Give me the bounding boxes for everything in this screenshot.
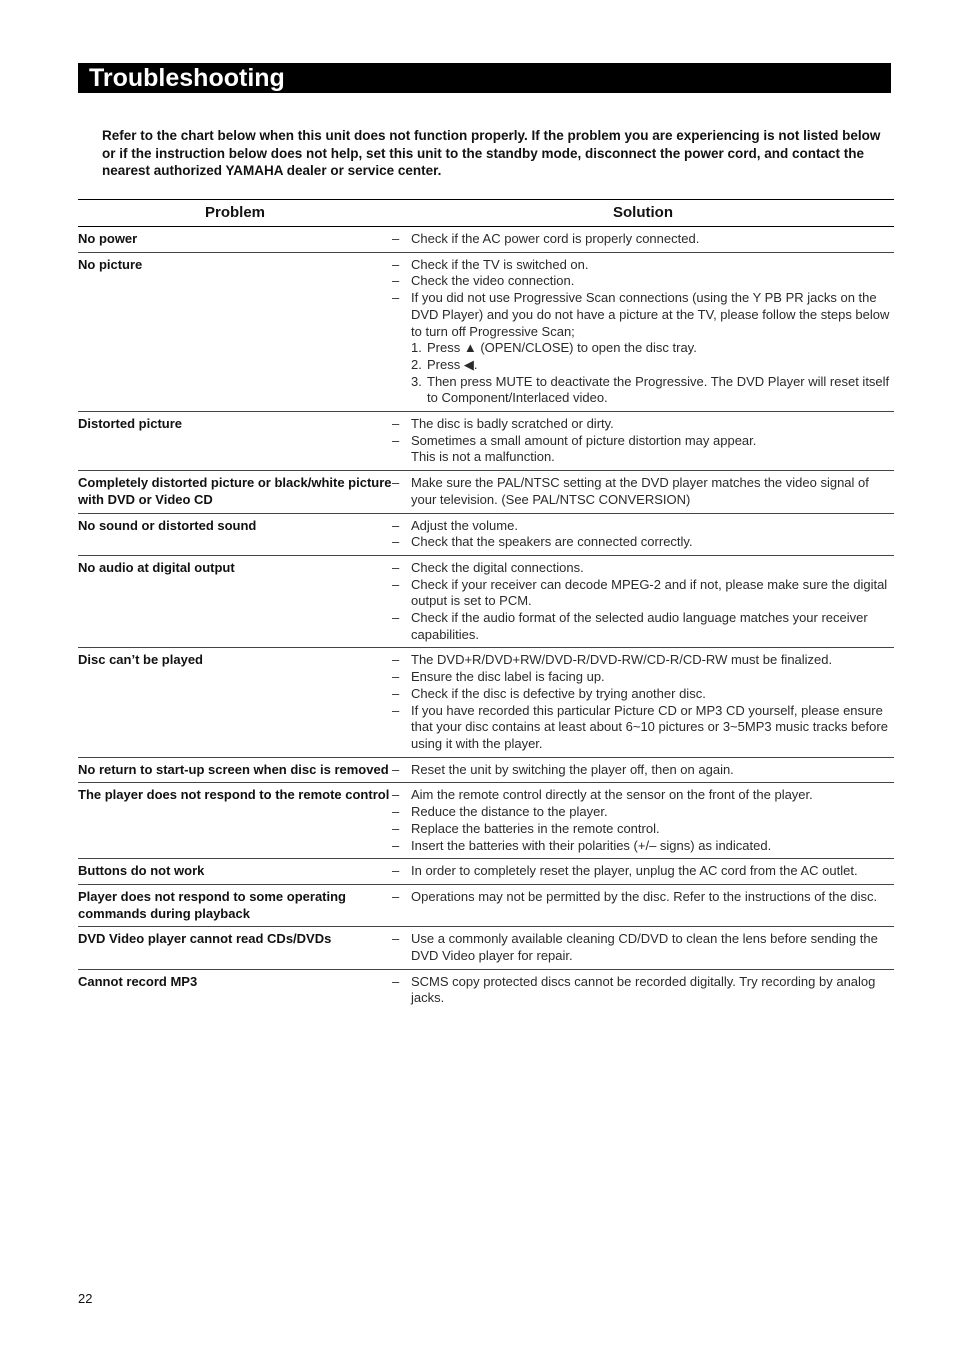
table-row [78,227,894,253]
solution-item [392,821,894,838]
solution-text: If you did not use Progressive Scan connections (using the Y PB PR jacks on the DVD Player) and you do not have a picture at the TV, please follow the steps below to turn off Progressive Scan; [411,290,890,339]
problem-cell: Buttons do not work [78,859,392,885]
step-number: 2. [411,356,422,372]
dash-bullet: – [392,863,400,879]
dash-bullet: – [392,685,400,701]
solution-item [392,273,894,290]
dash-bullet: – [392,973,400,989]
solution-item [392,863,894,880]
solution-text: Check the digital connections. [411,559,584,575]
header-solution: Solution [392,200,894,227]
solution-text: Use a commonly available cleaning CD/DVD to clean the lens before sending the DVD Video player for repair. [411,931,878,964]
solution-cell [392,859,894,885]
solution-text: Adjust the volume. [411,517,518,533]
dash-bullet: – [392,290,400,306]
table-body [78,227,894,1012]
table-row [78,969,894,1011]
solution-text: Replace the batteries in the remote control. [411,820,660,836]
solution-item [392,577,894,610]
solution-cell [392,513,894,555]
table-row [78,884,894,926]
dash-bullet: – [392,931,400,947]
dash-bullet: – [392,669,400,685]
solution-cell [392,884,894,926]
dash-bullet: – [392,888,400,904]
solution-item [392,652,894,669]
step-number: 3. [411,373,422,389]
dash-bullet: – [392,256,400,272]
solution-text: The disc is badly scratched or dirty. [411,416,614,432]
dash-bullet: – [392,517,400,533]
solution-text: In order to completely reset the player, unplug the AC cord from the AC outlet. [411,863,858,879]
step-item [392,340,894,357]
dash-bullet: – [392,534,400,550]
solution-note: This is not a malfunction. [411,449,555,465]
solution-text: Check if the disc is defective by trying another disc. [411,685,706,701]
problem-cell: The player does not respond to the remote control [78,783,392,859]
step-item [392,357,894,374]
solution-text: Check if the audio format of the selected audio language matches your receiver capabilities. [411,610,868,642]
problem-cell: Disc can’t be played [78,648,392,757]
problem-cell: No power [78,227,392,253]
problem-cell: Distorted picture [78,412,392,471]
solution-item [392,610,894,643]
problem-cell: DVD Video player cannot read CDs/DVDs [78,927,392,969]
solution-item [392,518,894,535]
solution-item [392,290,894,340]
table-row [78,513,894,555]
solution-item [392,931,894,964]
dash-bullet: – [392,416,400,432]
dash-bullet: – [392,837,400,853]
solution-cell [392,969,894,1011]
solution-item [392,974,894,1007]
solution-item [392,762,894,779]
solution-item [392,669,894,686]
troubleshooting-table [78,199,894,1011]
dash-bullet: – [392,652,400,668]
intro-paragraph: Refer to the chart below when this unit does not function properly. If the problem you are experiencing is not listed below or if the instruction below does not help, set this unit to the standby mode, disconnect the power cord, and contact the nearest authorized YAMAHA dealer or service center. [102,128,881,178]
step-text: Press ▲ (OPEN/CLOSE) to open the disc tray. [427,340,697,356]
table-header-row [78,200,894,227]
dash-bullet: – [392,804,400,820]
dash-bullet: – [392,820,400,836]
solution-cell [392,252,894,411]
problem-cell: No sound or distorted sound [78,513,392,555]
solution-text: Ensure the disc label is facing up. [411,669,605,685]
solution-text: Check that the speakers are connected correctly. [411,534,693,550]
solution-item [392,804,894,821]
solution-cell [392,648,894,757]
solution-text: Make sure the PAL/NTSC setting at the DVD player matches the video signal of your television. (See PAL/NTSC CONVERSION) [411,475,869,507]
solution-item [392,889,894,906]
solution-item [392,257,894,274]
dash-bullet: – [392,702,400,718]
solution-text: If you have recorded this particular Picture CD or MP3 CD yourself, please ensure that your disc contains at least about 6~10 pictures or 3~5MP3 music tracks before using it with the player. [411,702,888,751]
solution-text: Operations may not be permitted by the disc. Refer to the instructions of the disc. [411,888,878,904]
dash-bullet: – [392,475,400,491]
solution-text: Sometimes a small amount of picture distortion may appear. [411,432,757,448]
solution-item [392,838,894,855]
table-row [78,859,894,885]
solution-text: Check the video connection. [411,273,575,289]
solution-item [392,231,894,248]
problem-cell: No picture [78,252,392,411]
solution-cell [392,555,894,648]
problem-cell: No audio at digital output [78,555,392,648]
solution-text: Reset the unit by switching the player off, then on again. [411,761,734,777]
solution-item [392,787,894,804]
table-row [78,927,894,969]
step-number: 1. [411,340,422,356]
dash-bullet: – [392,432,400,448]
dash-bullet: – [392,559,400,575]
step-text: Then press MUTE to deactivate the Progressive. The DVD Player will reset itself to Component/Interlaced video. [427,373,890,406]
solution-text: Check if your receiver can decode MPEG-2 and if not, please make sure the digital output is set to PCM. [411,576,888,609]
table-row [78,757,894,783]
solution-text: Insert the batteries with their polarities (+/– signs) as indicated. [411,837,772,853]
solution-item [392,534,894,551]
step-text: Press ◀. [427,356,478,372]
dash-bullet: – [392,787,400,803]
solution-item [392,703,894,753]
page-number: 22 [78,1291,93,1306]
solution-item [392,475,894,508]
solution-text: Reduce the distance to the player. [411,804,608,820]
table-row [78,783,894,859]
table-row [78,252,894,411]
problem-cell: Cannot record MP3 [78,973,198,989]
step-item [392,374,894,407]
solution-item [392,416,894,433]
problem-cell: Completely distorted picture or black/white picture with DVD or Video CD [78,471,392,513]
table-row [78,412,894,471]
problem-cell: No return to start-up screen when disc is removed [78,757,392,783]
header-problem: Problem [78,200,392,227]
solution-item [392,560,894,577]
problem-cell: Player does not respond to some operating commands during playback [78,884,392,926]
solution-cell [392,471,894,513]
solution-text: Check if the TV is switched on. [411,256,589,272]
solution-cell [392,783,894,859]
solution-cell [392,412,894,471]
solution-text: Aim the remote control directly at the sensor on the front of the player. [411,787,813,803]
solution-cell [392,757,894,783]
page-title: Troubleshooting [78,63,891,93]
solution-text: SCMS copy protected discs cannot be recorded digitally. Try recording by analog jacks. [411,973,876,1006]
table-row [78,648,894,757]
dash-bullet: – [392,610,400,626]
dash-bullet: – [392,761,400,777]
solution-text: The DVD+R/DVD+RW/DVD-R/DVD-RW/CD-R/CD-RW must be finalized. [411,652,833,668]
solution-item [392,686,894,703]
table-row [78,555,894,648]
solution-item [392,433,894,450]
dash-bullet: – [392,273,400,289]
dash-bullet: – [392,576,400,592]
table-row [78,471,894,513]
dash-bullet: – [392,231,400,246]
solution-text: Check if the AC power cord is properly connected. [411,231,700,246]
solution-cell [392,227,894,253]
solution-cell [392,927,894,969]
